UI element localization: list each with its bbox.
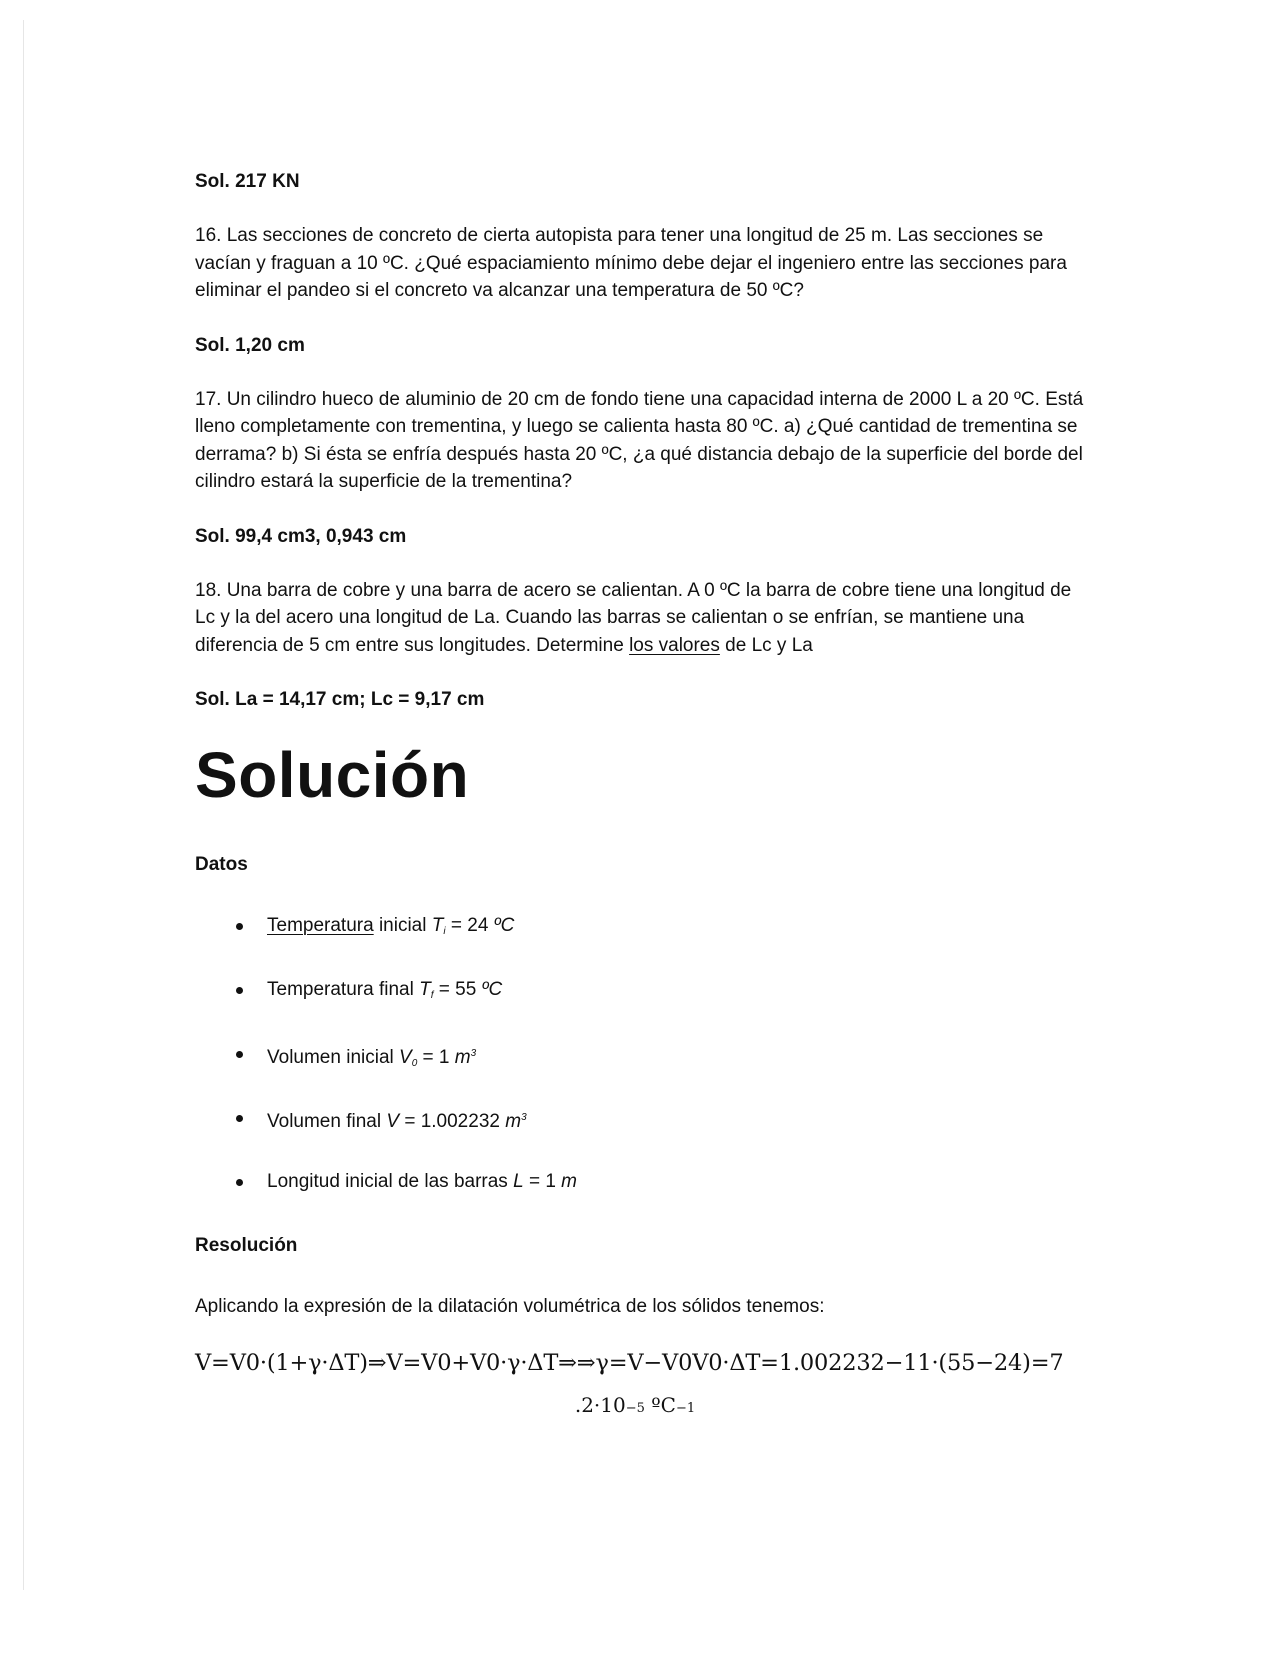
list-item-temperatura-inicial: Temperatura inicial $T_i = 24$ ºC [195,912,1095,939]
list-item-volumen-final: Volumen final V = 1.002232 $m^3$ [195,1104,1095,1131]
datos-list [195,912,1095,1195]
question-16: 16. Las secciones de concreto de cierta autopista para tener una longitud de 25 m. Las secciones se vacían y fraguan a 10 ºC. ¿Qué espaciamiento mínimo debe dejar el ingeniero entre las secciones para eliminar el pandeo si el concreto va alcanzar una temperatura de 50 ºC? [195,225,1067,301]
bullet-icon [236,1179,243,1186]
temperatura-link[interactable]: Temperatura [267,915,374,936]
resolucion-title: Resolución [195,1235,298,1256]
apply-expression-text: Aplicando la expresión de la dilatación volumétrica de los sólidos tenemos: [195,1296,825,1317]
bullet-icon [236,987,243,994]
list-item-longitud-inicial: Longitud inicial de las barras L = 1 m [195,1168,1095,1195]
list-item-volumen-inicial: Volumen inicial $V_0 = 1$ $m^3$ [195,1040,1095,1067]
solution-18: Sol. La = 14,17 cm; Lc = 9,17 cm [195,689,485,710]
question-17: 17. Un cilindro hueco de aluminio de 20 cm de fondo tiene una capacidad interna de 2000 L a 20 ºC. Está lleno completamente con trementina, y luego se calienta hasta 80 ºC. a) ¿Qué cantidad de trementina se derrama? b) Si ésta se enfría después hasta 20 ºC, ¿a qué distancia debajo de la superficie del borde del cilindro estará la superficie de la trementina? [195,388,1084,492]
datos-title: Datos [195,854,248,875]
bullet-icon [236,923,243,930]
solucion-heading: Solución [195,739,470,811]
formula-line-1: V=V0·(1+γ·ΔT)⇒V=V0+V0·γ·ΔT⇒⇒γ=V−V0V0·ΔT=1.002232−11·(55−24)=7 [195,1350,1064,1376]
solution-16: Sol. 1,20 cm [195,334,305,356]
solution-17: Sol. 99,4 cm3, 0,943 cm [195,525,407,547]
list-item-temperatura-final: Temperatura final $T_f = 55$ ºC [195,976,1095,1003]
solution-15: Sol. 217 KN [195,171,300,192]
los-valores-link[interactable]: los valores [629,634,720,656]
question-18: 18. Una barra de cobre y una barra de acero se calientan. A 0 ºC la barra de cobre tiene una longitud de Lc y la del acero una longitud de La. Cuando las barras se calientan o se enfrían, se mantiene una diferencia de 5 cm entre sus longitudes. Determine los valores de Lc y La [195,579,1072,656]
page-left-edge [23,20,24,1590]
bullet-icon [236,1115,243,1122]
document-page [195,168,1095,1422]
bullet-icon [236,1051,243,1058]
formula-line-2: .2·10−5 ºC−1 [574,1393,696,1417]
